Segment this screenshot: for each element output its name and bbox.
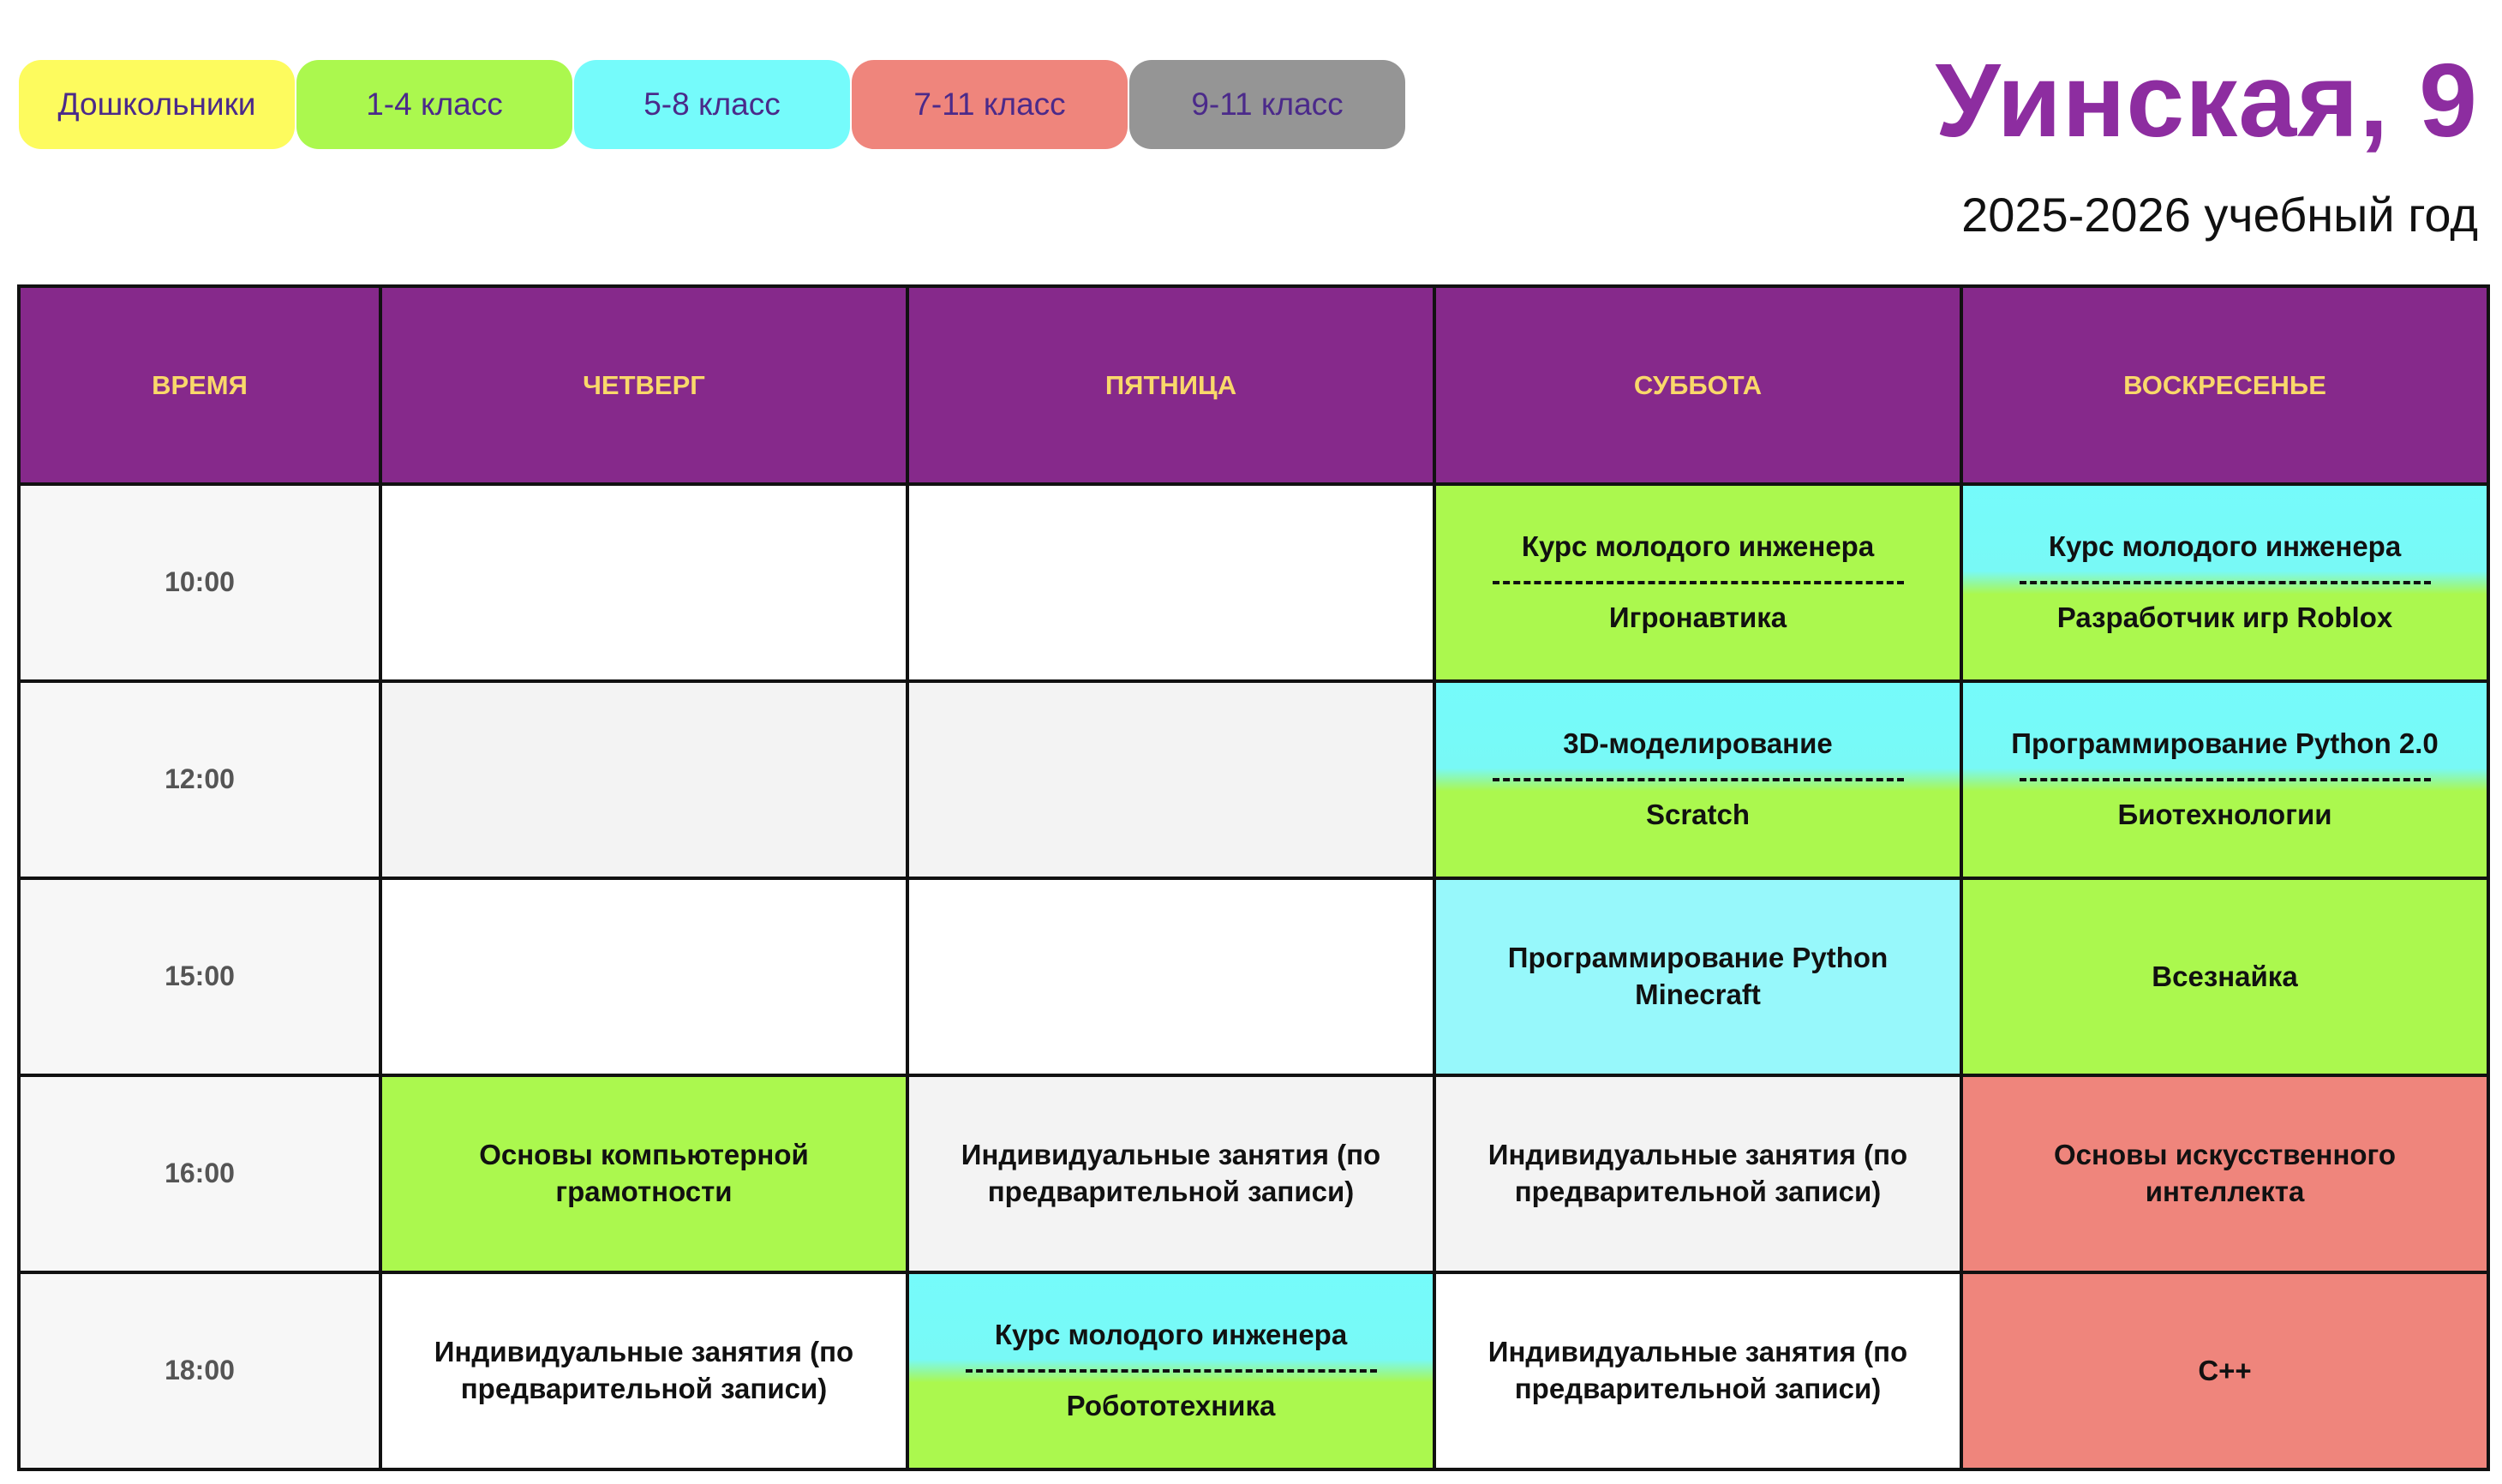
time-cell: 12:00 — [19, 681, 380, 878]
schedule-cell — [1434, 1272, 1961, 1469]
schedule-cell — [1434, 878, 1961, 1075]
table-row — [19, 878, 2488, 1075]
class-title: Робототехника — [1066, 1390, 1276, 1421]
schedule-cell — [907, 484, 1434, 681]
class-title: Основы компьютерной грамотности — [479, 1139, 809, 1207]
time-cell: 15:00 — [19, 878, 380, 1075]
class-title: Программирование Python 2.0 — [2011, 727, 2439, 760]
divider — [1493, 581, 1904, 584]
class-title: Разработчик игр Roblox — [2056, 601, 2393, 633]
class-title: Scratch — [1645, 799, 1751, 830]
class-title: Игронавтика — [1608, 601, 1787, 633]
schedule-cell — [1434, 1075, 1961, 1272]
schedule-cell — [907, 1272, 1434, 1469]
header-friday: ПЯТНИЦА — [907, 286, 1434, 484]
divider — [2020, 778, 2431, 781]
schedule-cell — [907, 878, 1434, 1075]
class-title: Программирование Python Minecraft — [1507, 942, 1888, 1010]
divider — [1493, 778, 1904, 781]
class-title: Индивидуальные занятия (по предварительной записи) — [434, 1336, 854, 1404]
header-saturday: СУББОТА — [1434, 286, 1961, 484]
schedule-cell — [380, 681, 907, 878]
class-title: Всезнайка — [2152, 960, 2298, 992]
divider — [2020, 581, 2431, 584]
class-title: Курс молодого инженера — [1521, 530, 1875, 563]
schedule-cell — [380, 1075, 907, 1272]
class-title: Индивидуальные занятия (по предварительной записи) — [1487, 1139, 1908, 1207]
table-row — [19, 681, 2488, 878]
divider — [966, 1369, 1377, 1373]
header-time: ВРЕМЯ — [19, 286, 380, 484]
legend-grade-5-8: 5-8 класс — [574, 60, 850, 149]
schedule-table — [17, 284, 2490, 1471]
table-row — [19, 1272, 2488, 1469]
class-title: 3D-моделирование — [1563, 727, 1833, 760]
schedule-cell — [1961, 878, 2488, 1075]
legend-grade-7-11: 7-11 класс — [852, 60, 1128, 149]
legend — [19, 60, 1405, 149]
table-row — [19, 1075, 2488, 1272]
header-row — [19, 286, 2488, 484]
class-title: Индивидуальные занятия (по предварительной записи) — [961, 1139, 1381, 1207]
time-cell: 10:00 — [19, 484, 380, 681]
header-thursday: ЧЕТВЕРГ — [380, 286, 907, 484]
time-cell: 16:00 — [19, 1075, 380, 1272]
time-cell: 18:00 — [19, 1272, 380, 1469]
schedule-cell — [380, 878, 907, 1075]
schedule-cell — [1434, 484, 1961, 681]
class-title: Основы искусственного интеллекта — [2054, 1139, 2396, 1207]
schedule-cell — [1961, 484, 2488, 681]
page-title: Уинская, 9 — [1935, 42, 2478, 159]
schedule-cell — [1961, 1075, 2488, 1272]
class-title: Биотехнологии — [2117, 799, 2332, 830]
schedule-cell — [380, 1272, 907, 1469]
legend-preschool: Дошкольники — [19, 60, 295, 149]
schedule-cell — [1434, 681, 1961, 878]
class-title: C++ — [2198, 1354, 2252, 1386]
class-title: Курс молодого инженера — [2048, 530, 2402, 563]
page-subtitle: 2025-2026 учебный год — [1961, 188, 2478, 242]
schedule-cell — [1961, 681, 2488, 878]
schedule-cell — [907, 681, 1434, 878]
class-title: Курс молодого инженера — [994, 1319, 1348, 1351]
class-title: Индивидуальные занятия (по предварительной записи) — [1487, 1336, 1908, 1404]
table-row — [19, 484, 2488, 681]
schedule-cell — [1961, 1272, 2488, 1469]
schedule-cell — [380, 484, 907, 681]
header-sunday: ВОСКРЕСЕНЬЕ — [1961, 286, 2488, 484]
legend-grade-9-11: 9-11 класс — [1129, 60, 1405, 149]
schedule-cell — [907, 1075, 1434, 1272]
legend-grade-1-4: 1-4 класс — [296, 60, 572, 149]
